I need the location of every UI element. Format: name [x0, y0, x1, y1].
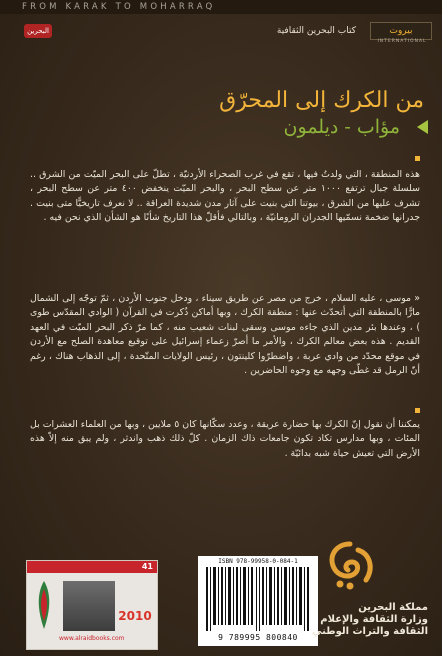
ministry-name [298, 602, 428, 638]
series-badge: البحرين [24, 24, 52, 38]
book-fair-card [26, 560, 158, 650]
ministry-line: الثقافة والتراث الوطني [311, 626, 428, 637]
series-arabic-title: كتاب البحرين الثقافية [276, 26, 356, 36]
barcode-icon [206, 567, 310, 631]
emblem-icon [33, 579, 55, 631]
ministry-line: وزارة الثقافة والإعلام [320, 614, 428, 625]
book-fair-website: www.alraidbooks.com [59, 635, 125, 642]
book-title: من الكرك إلى المحرّق [219, 88, 424, 113]
series-english-title: FROM KARAK TO MOHARRAQ [22, 2, 216, 12]
description-paragraph: هذه المنطقة ، التي ولدتُ فيها ، تقع في غرب الصحراء الأردنيّة ، تطلّ على البحر الميّت من الشرق .. سلسلة جبال ترتفع ١٠٠٠ متر عن سطح البحر ، والبحر الميّت ينخفض ٤٠٠ متر عن سطح البحر ، تشرف عليها من الشرق ، بيوتنا التي بنيت على آثار مدن شديدة العراقة .. لا نعرف تاريخيًّا متى بنيت . جدرانها ضخمة نسمّيها الجدران الرومانيّة ، وبالتالي فأقلّ هذا التاريخ شأنًا هو الشأن الذي نحن فيه . [30, 169, 420, 224]
top-strip [0, 0, 442, 14]
ministry-logo-icon [318, 540, 382, 592]
description-paragraph: « موسى ، عليه السلام ، خرج من مصر عن طريق سيناء ، ودخل جنوب الأردن ، ثمّ توجّه إلى الشمال مارًّا بالمنطقة التي أتحدّث عنها : منطقة الكرك ، وبها أماكن ذُكرت في القرآن ( الوادي المقدّس طوى ) ، وعندها بئر مدين الذي جاءه موسى وسقى لبنات شعيب منه ، كما مرّ ذكر البحر الميّت في العهد القديم . هذه بعض معالم الكرك ، والأمر ما أصرّ زعماء إسرائيل على توقيع معاهدة الصلح مع الأردن في موقع محدّد من وادي عربة ، واضطرّوا كلينتون ، رئيس الولايات المتّحدة ، إلى الذهاب هناك ، رغم أنّ الرمل قد غطّى وجهه مع وجوه الحاضرين . [30, 293, 420, 377]
bullet-icon [415, 408, 420, 413]
arrow-icon [417, 120, 428, 134]
publisher-logo: بيروت [370, 22, 432, 40]
book-fair-number: 41 [141, 562, 153, 571]
book-fair-year: 2010 [118, 609, 152, 623]
description-paragraph: يمكننا أن نقول إنّ الكرك بها حضارة عريقة ، وعدد سكّانها كان ٥ ملايين ، وبها من العلماء العشرات بل المئات ، وبها مدارس تكاد تكون جامعات ذاك الزمان . كلّ ذلك ذهب واندثر ، ولم يبق منه إلاّ هذه الأرض التي تعيش حياة شبه بدائيّة . [30, 419, 420, 459]
book-fair-photo [63, 581, 115, 631]
book-author: مؤاب - ديلمون [283, 116, 400, 138]
isbn-label: ISBN 978-99958-0-084-1 [218, 558, 298, 565]
book-fair-banner [27, 561, 157, 573]
bullet-icon [415, 156, 420, 161]
barcode-digits: 9 789995 800840 [218, 633, 298, 642]
publisher-subtitle: INTERNATIONAL [377, 39, 427, 44]
ministry-line: مملكة البحرين [358, 602, 428, 613]
